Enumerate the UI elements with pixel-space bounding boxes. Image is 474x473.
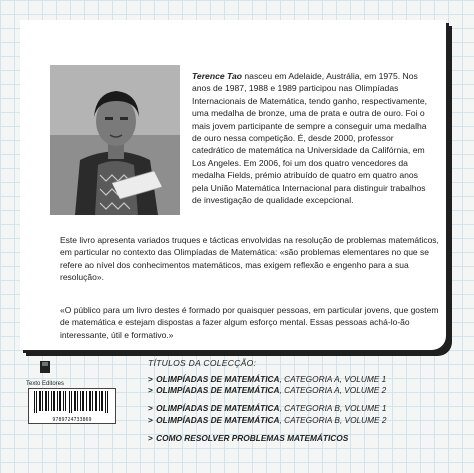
publisher-book-icon [39,360,51,374]
collection-item-detail: , CATEGORIA A, VOLUME 1 [279,374,387,384]
author-name: Terence Tao [192,71,242,81]
collection-item-detail: , CATEGORIA B, VOLUME 2 [279,414,387,425]
collection-item-series: OLIMPÍADAS DE MATEMÁTICA [156,403,280,414]
author-photo [50,65,180,215]
collection-item [148,403,468,414]
collection-item-series: OLIMPÍADAS DE MATEMÁTICA [156,414,280,425]
collection-item [148,415,468,426]
book-description-paragraph: Este livro apresenta variados truques e tácticas envolvidas na resolução de problemas matemáticos, em particular no contexto das Olimpíadas de Matemática: «são problemas elementares no que se refere ao nível dos conhecimentos matemáticos, mas exigem reflexão e engenho para a sua resolução». [60,235,439,283]
isbn-number: 9789724733869 [52,417,92,423]
author-photo-image [50,65,180,215]
collection-item-series: COMO RESOLVER PROBLEMAS MATEMÁTICOS [156,432,349,443]
arrow-icon: > [148,374,153,384]
arrow-icon: > [148,403,153,414]
collection-item [148,374,468,385]
author-bio-text: nasceu em Adelaide, Austrália, em 1975. Nos anos de 1987, 1988 e 1989 participou nas Olimpíadas Internacionais de Matemática, tendo ganho, respectivamente, uma medalha de bronze, uma de prata e outra de ouro. Foi o mais jovem participante de sempre a conseguir uma medalha de ouro nessa competição. É, desde 2000, professor catedrático de matemática na Universidade da Califórnia, em Los Angeles. Em 2006, foi um dos quatro vencedores da medalha Fields, prémio atribuído de quatro em quatro anos pela União Matemática Internacional para distinguir trabalhos de investigação de qualidade excepcional. [192,71,428,206]
book-quote-paragraph: «O público para um livro destes é formado por quaisquer pessoas, em particular jovens, que gostem de matemática e estejam dispostas a fazer algum esforço mental. Essas pessoas achá-lo-ão interessante, útil e formativo.» [60,305,439,340]
collection-item [148,433,468,444]
arrow-icon: > [148,432,153,443]
collection-item [148,385,468,396]
isbn-barcode [28,388,116,424]
collection-item-series: OLIMPÍADAS DE MATEMÁTICA [156,385,280,396]
arrow-icon: > [148,414,153,425]
barcode-bars [29,389,115,417]
back-cover-card [20,20,446,350]
arrow-icon: > [148,385,153,396]
collection-item-series: OLIMPÍADAS DE MATEMÁTICA [156,374,280,384]
collection-heading: TÍTULOS DA COLECÇÃO: [148,358,257,368]
collection-item-detail: , CATEGORIA B, VOLUME 1 [279,403,387,414]
publisher-logo [20,360,70,387]
publisher-name: Texto Editores [25,381,65,387]
author-bio [192,70,432,206]
collection-titles [148,358,468,444]
collection-item-detail: , CATEGORIA A, VOLUME 2 [279,385,387,396]
